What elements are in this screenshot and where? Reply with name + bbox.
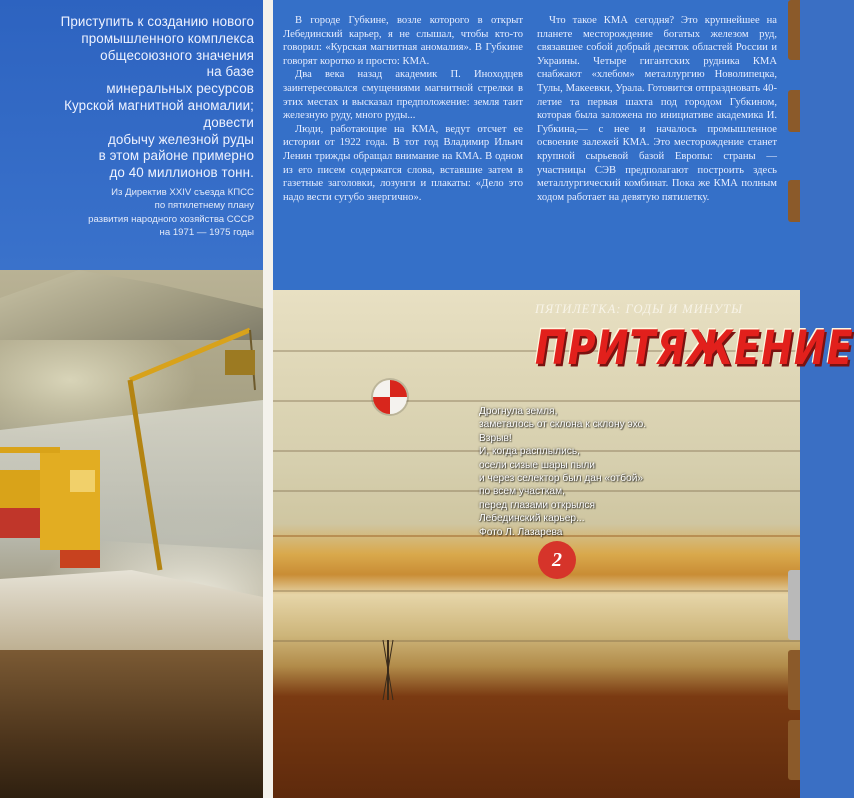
quote-line: на базе [206,64,254,80]
lead-line: перед глазами открылся [479,499,596,511]
source-line: Из Директив XXIV съезда КПСС [111,187,254,198]
directive-quote [14,14,254,182]
article-column-1 [283,14,523,204]
quote-line: довести [203,114,254,130]
article-paragraph: Люди, работающие на КМА, ведут отсчет ее истории от 1922 года. В тот год Владимир Ильич Ленин трижды обращал внимание на КМА. В одном из его писем содержатся слова, вставшие затем в газетные заголовки, лозунги и плакаты: «Дело это надо вести сугубо энергично». [283,123,523,203]
red-white-ball [373,380,407,414]
source-line: на 1971 — 1975 годы [159,227,254,239]
article-paragraph: В городе Губкине, возле которого в открыт Лебединский карьер, я не слышал, чтобы кто-то говорил: «Курская магнитная аномалия». В Губкине говорят коротко и просто: КМА. [283,15,523,67]
quote-line: Курской магнитной аномалии; [64,97,254,113]
section-rubric: ПЯТИЛЕТКА: ГОДЫ И МИНУТЫ [535,302,744,316]
lead-line: Взрыв! [479,432,512,444]
feature-headline: ПРИТЯЖЕНИЕ [535,320,854,375]
quote-line: добычу железной руды [107,131,254,147]
quote-line: до 40 миллионов тонн. [109,165,254,181]
quote-line: минеральных ресурсов [106,81,254,97]
photo-credit: Фото Л. Лазарева [479,526,563,538]
page-number-badge: 2 [538,541,576,579]
lead-line: И, когда расплылись, [479,446,580,458]
lead-line: заметалось от склона к склону эхо. [479,419,647,431]
lead-line: и через селектор был дан «отбой» [479,473,644,485]
article-paragraph: Что такое КМА сегодня? Это крупнейшее на планете месторождение богатых железом руд, связавшее собой добрый десяток областей России и Украины. Четыре гигантских рудника КМА снабжают «хлебом» металлургию Новолипецка, Тулы, Макеевки, Урала. Готовится отпраздновать 40-летие та первая шахта под городом Губкином, которая была заложена по инициативе академика И. Губкина,— с нее и началось промышленное освоение залежей КМА. Это месторождение станет крупной сырьевой базой Европы: страны — участницы СЭВ предполагают построить здесь металлургический комбинат. Пока же КМА полным ходом работает на девятую пятилетку. [537,15,777,203]
article-paragraph: Два века назад академик П. Иноходцев заинтересовался смущениями магнитной стрелки в этих местах и высказал предположение: земля таит железную руду, много руды... [283,69,523,122]
quote-line: в этом районе примерно [98,148,254,164]
lead-line: Лебединский карьер... [479,513,585,525]
lead-line: Дрогнула земля, [479,406,558,417]
lead-line: по всем участкам, [479,486,565,498]
page-spine [263,0,273,798]
right-page [273,0,854,798]
quote-line: общесоюзного значения [100,47,254,63]
lead-line: осели сизые шары пыли [479,459,595,471]
excavator-illustration [0,270,263,798]
quote-line: Приступить к созданию нового [60,14,254,29]
article-column-2 [537,14,777,204]
left-page [0,0,263,798]
source-line: развития народного хозяйства СССР [88,213,254,225]
quote-line: промышленного комплекса [81,30,254,46]
binding-tabs [788,0,800,798]
feature-lead-text [479,405,779,539]
quarry-excavator-photo [0,270,263,798]
source-line: по пятилетнему плану [154,200,254,212]
directive-source [36,186,254,240]
